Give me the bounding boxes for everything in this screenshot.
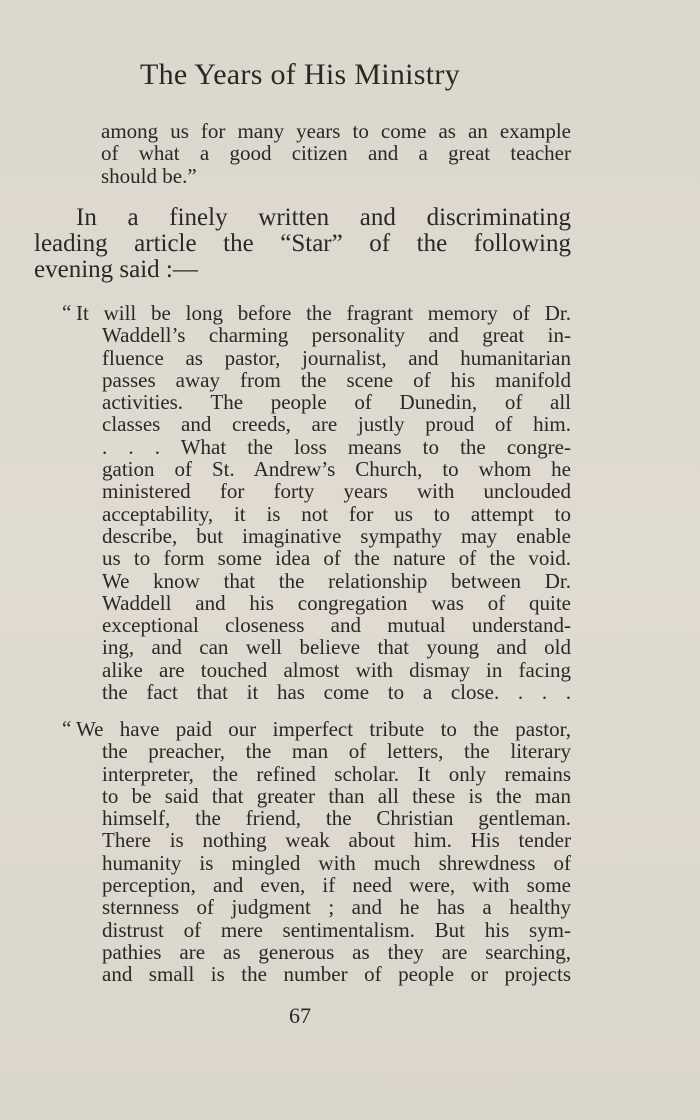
quoted-paragraph-2 [76,718,571,986]
page-number: 67 [289,1003,311,1028]
text-line: alike are touched almost with dismay in facing [102,657,571,682]
text-line: evening said :— [34,256,198,283]
text-line: sternness of judgment ; and he has a healthy [102,895,571,920]
text-line: Waddell’s charming personality and great in- [102,323,571,348]
text-line: ministered for forty years with unclouded [102,479,571,504]
text-line: to be said that greater than all these is the man [102,783,571,808]
text-line: . . . What the loss means to the congre- [102,434,571,459]
text-line: himself, the friend, the Christian gentleman. [102,806,571,831]
text-line: of what a good citizen and a great teacher [101,141,571,166]
text-line: the preacher, the man of letters, the literary [102,739,571,764]
text-line: classes and creeds, are justly proud of him. [102,412,571,437]
text-line: pathies are as generous as they are searching, [102,939,571,964]
text-line: interpreter, the refined scholar. It only remains [102,761,571,786]
opening-quote-mark: “ [62,300,72,324]
text-line: the fact that it has come to a close. . . . [102,680,571,705]
text-line: leading article the “Star” of the following [34,230,571,257]
text-line: describe, but imaginative sympathy may enable [102,523,571,548]
intro-paragraph [34,205,571,283]
text-line: There is nothing weak about him. His tender [102,828,571,853]
text-line: Waddell and his congregation was of quite [102,590,571,615]
text-line: fluence as pastor, journalist, and humanitarian [102,345,571,370]
text-line: We have paid our imperfect tribute to the pastor, [76,717,571,741]
text-line: passes away from the scene of his manifold [102,367,571,392]
opening-quote-mark: “ [62,716,72,740]
quoted-paragraph-1 [76,302,571,703]
text-line: among us for many years to come as an example [101,119,571,143]
text-line: In a finely written and discriminating [76,204,571,231]
text-line: us to form some idea of the nature of the void. [102,546,571,571]
continuation-paragraph [101,120,571,187]
text-line: We know that the relationship between Dr. [102,568,571,593]
text-line: activities. The people of Dunedin, of all [102,390,571,415]
text-line: perception, and even, if need were, with some [102,873,571,898]
text-line: should be.” [101,163,197,188]
running-head: The Years of His Ministry [140,58,460,91]
text-line: It will be long before the fragrant memory of Dr. [76,301,571,325]
text-line: humanity is mingled with much shrewdness of [102,850,571,875]
text-line: acceptability, it is not for us to attempt to [102,501,571,526]
text-line: exceptional closeness and mutual understand- [102,613,571,638]
text-line: distrust of mere sentimentalism. But his sym- [102,917,571,942]
text-line: gation of St. Andrew’s Church, to whom he [102,457,571,482]
text-line: ing, and can well believe that young and old [102,635,571,660]
text-line: and small is the number of people or projects [102,962,571,987]
